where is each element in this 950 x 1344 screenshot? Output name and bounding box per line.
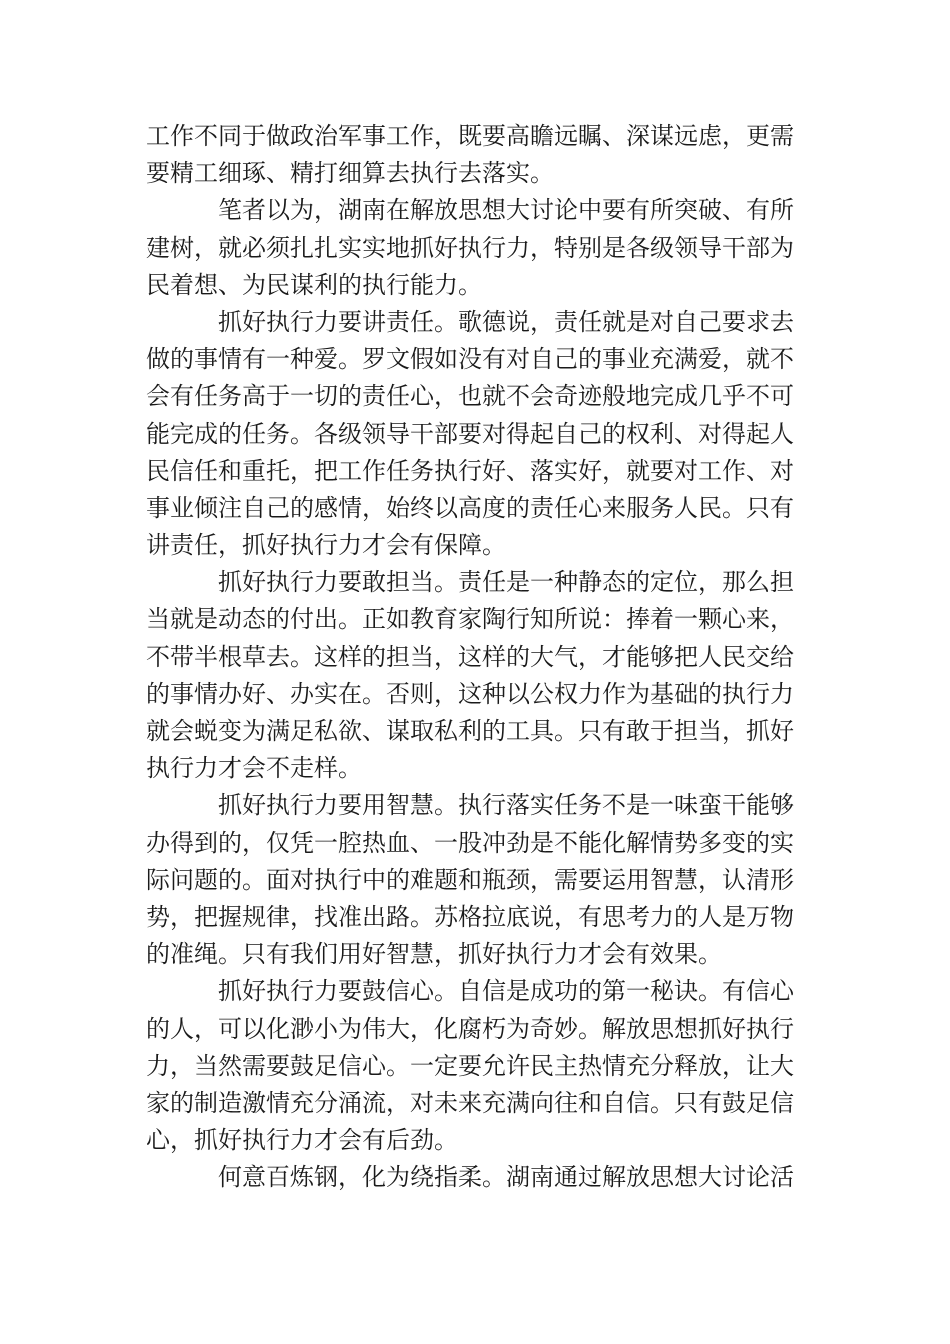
text-line: 就会蜕变为满足私欲、谋取私利的工具。只有敢于担当，抓好: [146, 717, 794, 745]
text-line: 会有任务高于一切的责任心，也就不会奇迹般地完成几乎不可: [146, 382, 794, 411]
text-line: 事业倾注自己的感情，始终以高度的责任心来服务人民。只有: [146, 493, 794, 522]
paragraph-first-line: 抓好执行力要鼓信心。自信是成功的第一秘诀。有信心: [218, 977, 794, 1006]
text-line: 执行力才会不走样。: [146, 754, 362, 783]
body-text: [146, 118, 796, 1196]
text-line: 工作不同于做政治军事工作，既要高瞻远瞩、深谋远虑，更需: [146, 122, 794, 150]
text-line: 当就是动态的付出。正如教育家陶行知所说：捧着一颗心来，: [146, 605, 794, 634]
text-line: 势，把握规律，找准出路。苏格拉底说，有思考力的人是万物: [146, 902, 794, 931]
text-line: 的事情办好、办实在。否则，这种以公权力作为基础的执行力: [146, 679, 794, 708]
text-line: 办得到的，仅凭一腔热血、一股冲劲是不能化解情势多变的实: [146, 828, 794, 857]
text-line: 不带半根草去。这样的担当，这样的大气，才能够把人民交给: [146, 642, 794, 671]
paragraph-first-line: 抓好执行力要讲责任。歌德说，责任就是对自己要求去: [218, 307, 794, 336]
text-line: 家的制造激情充分涌流，对未来充满向往和自信。只有鼓足信: [146, 1088, 794, 1117]
paragraph-first-line: 笔者以为，湖南在解放思想大讨论中要有所突破、有所: [218, 196, 794, 225]
paragraph-first-line: 抓好执行力要用智慧。执行落实任务不是一味蛮干能够: [218, 791, 794, 820]
text-line: 要精工细琢、精打细算去执行去落实。: [146, 159, 554, 188]
text-line: 讲责任，抓好执行力才会有保障。: [146, 531, 506, 560]
text-line: 心，抓好执行力才会有后劲。: [146, 1126, 458, 1155]
text-line: 的准绳。只有我们用好智慧，抓好执行力才会有效果。: [146, 940, 722, 969]
text-line: 际问题的。面对执行中的难题和瓶颈，需要运用智慧，认清形: [146, 865, 794, 894]
text-line: 民信任和重托，把工作任务执行好、落实好，就要对工作、对: [146, 456, 794, 485]
paragraph-first-line: 抓好执行力要敢担当。责任是一种静态的定位，那么担: [218, 568, 794, 597]
text-line: 能完成的任务。各级领导干部要对得起自己的权利、对得起人: [146, 419, 794, 448]
text-line: 力，当然需要鼓足信心。一定要允许民主热情充分释放，让大: [146, 1051, 794, 1080]
text-line: 建树，就必须扎扎实实地抓好执行力，特别是各级领导干部为: [146, 233, 794, 262]
text-line: 民着想、为民谋利的执行能力。: [146, 270, 482, 299]
text-line: 做的事情有一种爱。罗文假如没有对自己的事业充满爱，就不: [146, 345, 794, 374]
text-line: 的人，可以化渺小为伟大，化腐朽为奇妙。解放思想抓好执行: [146, 1014, 794, 1043]
paragraph-first-line: 何意百炼钢，化为绕指柔。湖南通过解放思想大讨论活: [218, 1163, 794, 1192]
